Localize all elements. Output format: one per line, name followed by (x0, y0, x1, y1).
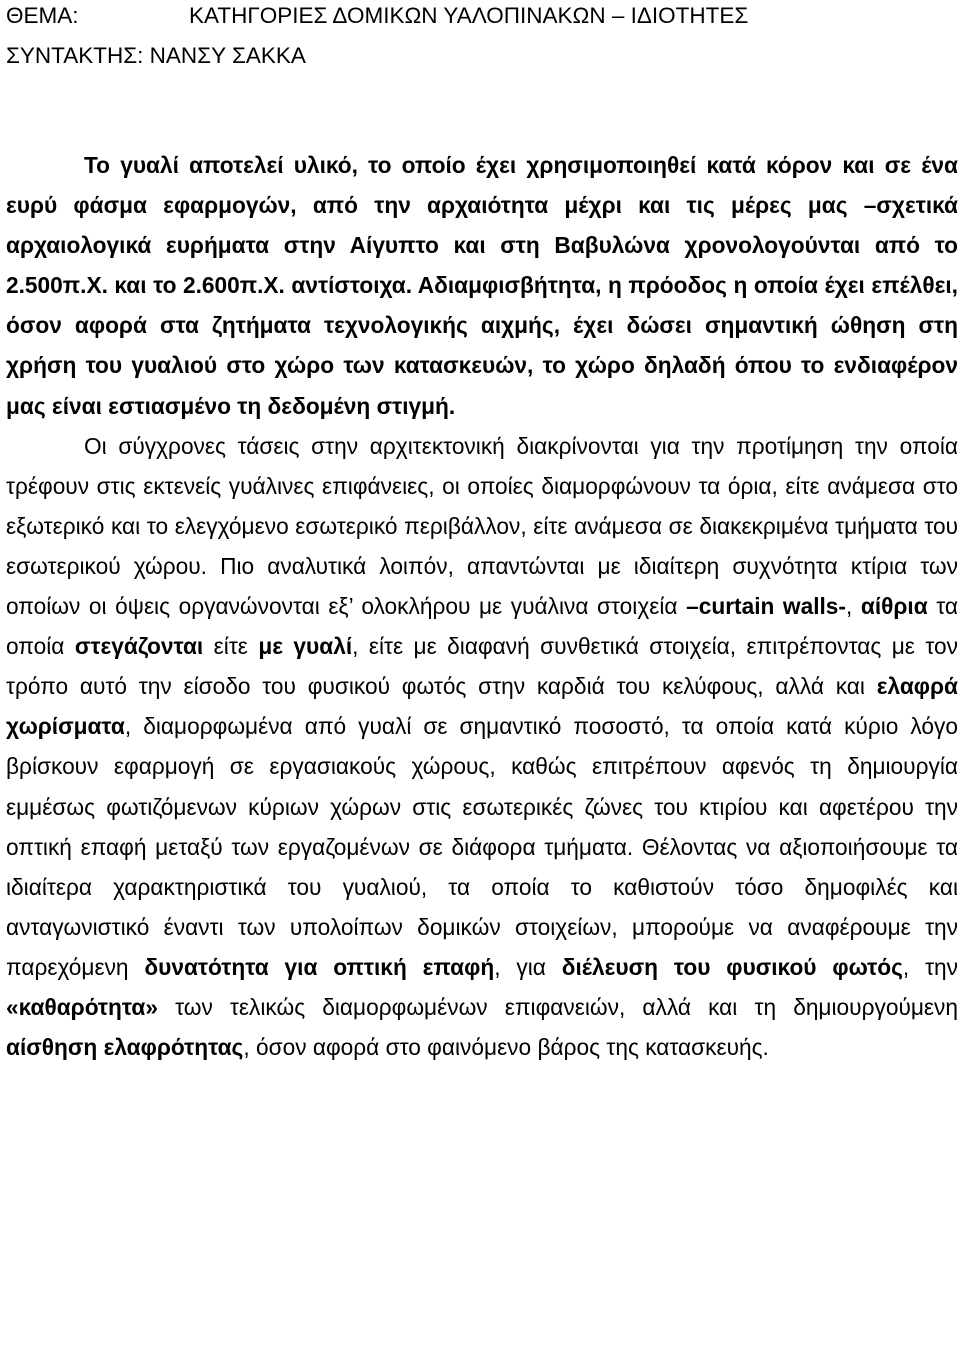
text-run: , διαμορφωμένα από γυαλί σε σημαντικό ποσοστό, τα οποία κατά κύριο λόγο βρίσκουν εφαρμογή σε εργασιακούς χώρους, καθώς επιτρέπουν αφενός τη δημιουργία εμμέσως φωτιζόμενων κύριων χώρων στις εσωτερικές ζώνες του κτιρίου και αφετέρου την οπτική επαφή μεταξύ των εργαζομένων σε διάφορα τμήματα. Θέλοντας να αξιοποιήσουμε τα ιδιαίτερα χαρακτηριστικά του γυαλιού, τα οποία το καθιστούν τόσο δημοφιλές και ανταγωνιστικό έναντι των υπολοίπων δομικών στοιχείων, μπορούμε να αναφέρουμε την παρεχόμενη (6, 713, 958, 980)
text-run: , για (494, 953, 562, 980)
text-run: , την (902, 953, 958, 980)
theme-label: ΘΕΜΑ: (6, 3, 79, 28)
author-label: ΣΥΝΤΑΚΤΗΣ: (6, 43, 144, 68)
theme-value: ΚΑΤΗΓΟΡΙΕΣ ΔΟΜΙΚΩΝ ΥΑΛΟΠΙΝΑΚΩΝ – ΙΔΙΟΤΗΤΕΣ (189, 3, 749, 28)
bold-term-atria: αίθρια (860, 593, 928, 620)
text-run: , (845, 593, 861, 620)
bold-term-curtain-walls: –curtain walls- (686, 593, 846, 620)
text-run: τα οποία (6, 593, 959, 660)
theme-row (6, 0, 958, 36)
text-run: των τελικώς διαμορφωμένων επιφανειών, αλλά και τη δημιουργούμενη (157, 993, 958, 1020)
bold-term-roofed: στεγάζονται (74, 633, 204, 660)
text-run: , όσον αφορά στο φαινόμενο βάρος της κατασκευής. (243, 1034, 769, 1061)
document-page (6, 0, 958, 1067)
text-run: είτε (203, 633, 259, 660)
bold-term-clarity: «καθαρότητα» (6, 993, 158, 1020)
text-run: Οι σύγχρονες τάσεις στην αρχιτεκτονική διακρίνονται για την προτίμηση την οποία τρέφουν στις εκτενείς γυάλινες επιφάνειες, οι οποίες διαμορφώνουν τα όρια, είτε ανάμεσα στο εξωτερικό και το ελεγχόμενο εσωτερικό περιβάλλον, είτε ανάμεσα σε διακεκριμένα τμήματα του εσωτερικού χώρου. Πιο αναλυτικά λοιπόν, απαντώνται με ιδιαίτερη συχνότητα κτίρια των οποίων οι όψεις οργανώνονται εξ’ ολοκλήρου με γυάλινα στοιχεία (6, 432, 958, 620)
bold-term-visual-contact: δυνατότητα για οπτική επαφή (144, 953, 495, 980)
paragraph-architecture (6, 426, 958, 1068)
bold-term-with-glass: με γυαλί (258, 633, 353, 660)
author-row (6, 36, 958, 76)
author-value: ΝΑΝΣΥ ΣΑΚΚΑ (149, 43, 306, 68)
bold-term-light-partitions: ελαφρά χωρίσματα (6, 673, 958, 740)
paragraph-intro: Το γυαλί αποτελεί υλικό, το οποίο έχει χρησιμοποιηθεί κατά κόρον και σε ένα ευρύ φάσμα εφαρμογών, από την αρχαιότητα μέχρι και τις μέρες μας –σχετικά αρχαιολογικά ευρήματα στην Αίγυπτο και στη Βαβυλώνα χρονολογούνται από το 2.500π.Χ. και το 2.600π.Χ. αντίστοιχα. Αδιαμφισβήτητα, η πρόοδος η οποία έχει επέλθει, όσον αφορά στα ζητήματα τεχνολογικής αιχμής, έχει δώσει σημαντική ώθηση στη χρήση του γυαλιού στο χώρο των κατασκευών, το χώρο δηλαδή όπου το ενδιαφέρον μας είναι εστιασμένο τη δεδομένη στιγμή. (6, 152, 958, 419)
text-run: , είτε με διαφανή συνθετικά στοιχεία, επιτρέποντας με τον τρόπο αυτό την είσοδο του φυσικού φωτός στην καρδιά του κελύφους, αλλά και (6, 633, 958, 700)
bold-term-lightness: αίσθηση ελαφρότητας (6, 1034, 244, 1061)
bold-term-natural-light: διέλευση του φυσικού φωτός (561, 953, 903, 980)
